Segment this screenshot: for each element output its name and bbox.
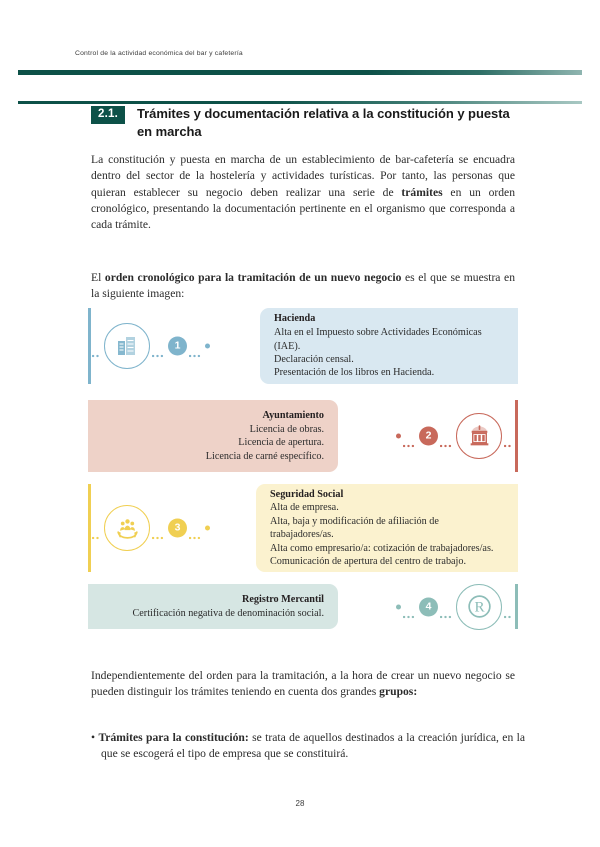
paragraph-groups: Independientemente del orden para la tramitación, a la hora de crear un nuevo negocio se pueden distinguir los trámites teniendo en cuenta dos grandes grupos: [91,669,515,699]
icon-ring [104,323,150,369]
paragraph-order-lead-in: El orden cronológico para la tramitación de un nuevo negocio es el que se muestra en la siguiente imagen: [91,271,515,301]
connector-dots [92,345,102,348]
bullet-constitucion: • Trámites para la constitución: se trata de aquellos destinados a la creación jurídica, en la que se escogerá el tipo de empresa que se constituirá. [91,731,525,761]
icon-ring [456,584,502,630]
flow-step-3 [88,484,518,572]
icon-ring [104,505,150,551]
section-rule [18,101,582,104]
step-title: Ayuntamiento [262,409,324,421]
step-line: Alta, baja y modificación de afiliación de trabajadores/as. [270,515,439,541]
step-line: Comunicación de apertura del centro de trabajo. [270,556,467,568]
paragraph-intro: La constitución y puesta en marcha de un establecimiento de bar-cafetería se encuadra dentro del sector de la hostelería y actividades turísticas. Por tanto, las personas que quieran establecer su negocio deben realizar una serie de trámites en un orden cronológico, presentando la documentación pertinente en el organismo que corresponda a cada trámite. [91,153,515,232]
step-line: Presentación de los libros en Hacienda. [274,367,435,379]
step-line: Alta como empresario/a: cotización de trabajadores/as. [270,542,494,554]
procedures-flow-diagram [88,308,518,631]
connector-dots [504,605,514,608]
step-line: Declaración censal. [274,353,354,365]
connector-dots [440,435,454,438]
connector-dots [504,435,514,438]
icon-ring [456,413,502,459]
row-accent-bar [88,484,91,572]
office-building-icon [104,323,150,369]
step-panel-1 [260,308,518,384]
flow-step-1 [88,308,518,384]
step-title: Seguridad Social [270,488,344,500]
step-line: Certificación negativa de denominación social. [132,607,324,619]
flow-step-2 [88,400,518,472]
connector-end-dot [396,604,401,609]
connector-dots [440,605,454,608]
connector-dots [92,527,102,530]
row-accent-bar [88,308,91,384]
step-panel-4 [88,584,338,629]
header-rule [18,70,582,75]
step-number-badge: 1 [168,337,187,356]
connector-end-dot [396,434,401,439]
step-line: Licencia de apertura. [238,437,324,449]
step-number-badge: 4 [419,597,438,616]
connector-end-dot [205,526,210,531]
step-title: Registro Mercantil [242,593,324,605]
connector-end-dot [205,344,210,349]
connector-dots [403,435,417,438]
section-number-badge: 2.1. [91,106,125,124]
connector-dots [152,345,166,348]
step-number-badge: 2 [419,427,438,446]
connector-dots [189,527,203,530]
government-building-icon [456,413,502,459]
page-number: 28 [295,799,305,808]
step-line: Licencia de obras. [249,423,324,435]
step-panel-2 [88,400,338,472]
hands-people-icon [104,505,150,551]
step-number-badge: 3 [168,519,187,538]
svg-text:R: R [473,598,485,616]
connector-dots [189,345,203,348]
step-line: Licencia de carné específico. [205,450,324,462]
row-accent-bar [515,400,518,472]
section-title: Trámites y documentación relativa a la constitución y puesta en marcha [136,106,510,139]
registered-trademark-icon [456,584,502,630]
running-head: Control de la actividad económica del bar y cafetería [75,50,243,57]
step-line: Alta en el Impuesto sobre Actividades Económicas (IAE). [274,327,482,352]
step-title: Hacienda [274,313,316,325]
row-accent-bar [515,584,518,629]
step-panel-3 [256,484,518,572]
step-line: Alta de empresa. [270,502,339,514]
section-heading [18,105,528,140]
flow-step-4 [88,584,518,629]
connector-dots [152,527,166,530]
connector-dots [403,605,417,608]
